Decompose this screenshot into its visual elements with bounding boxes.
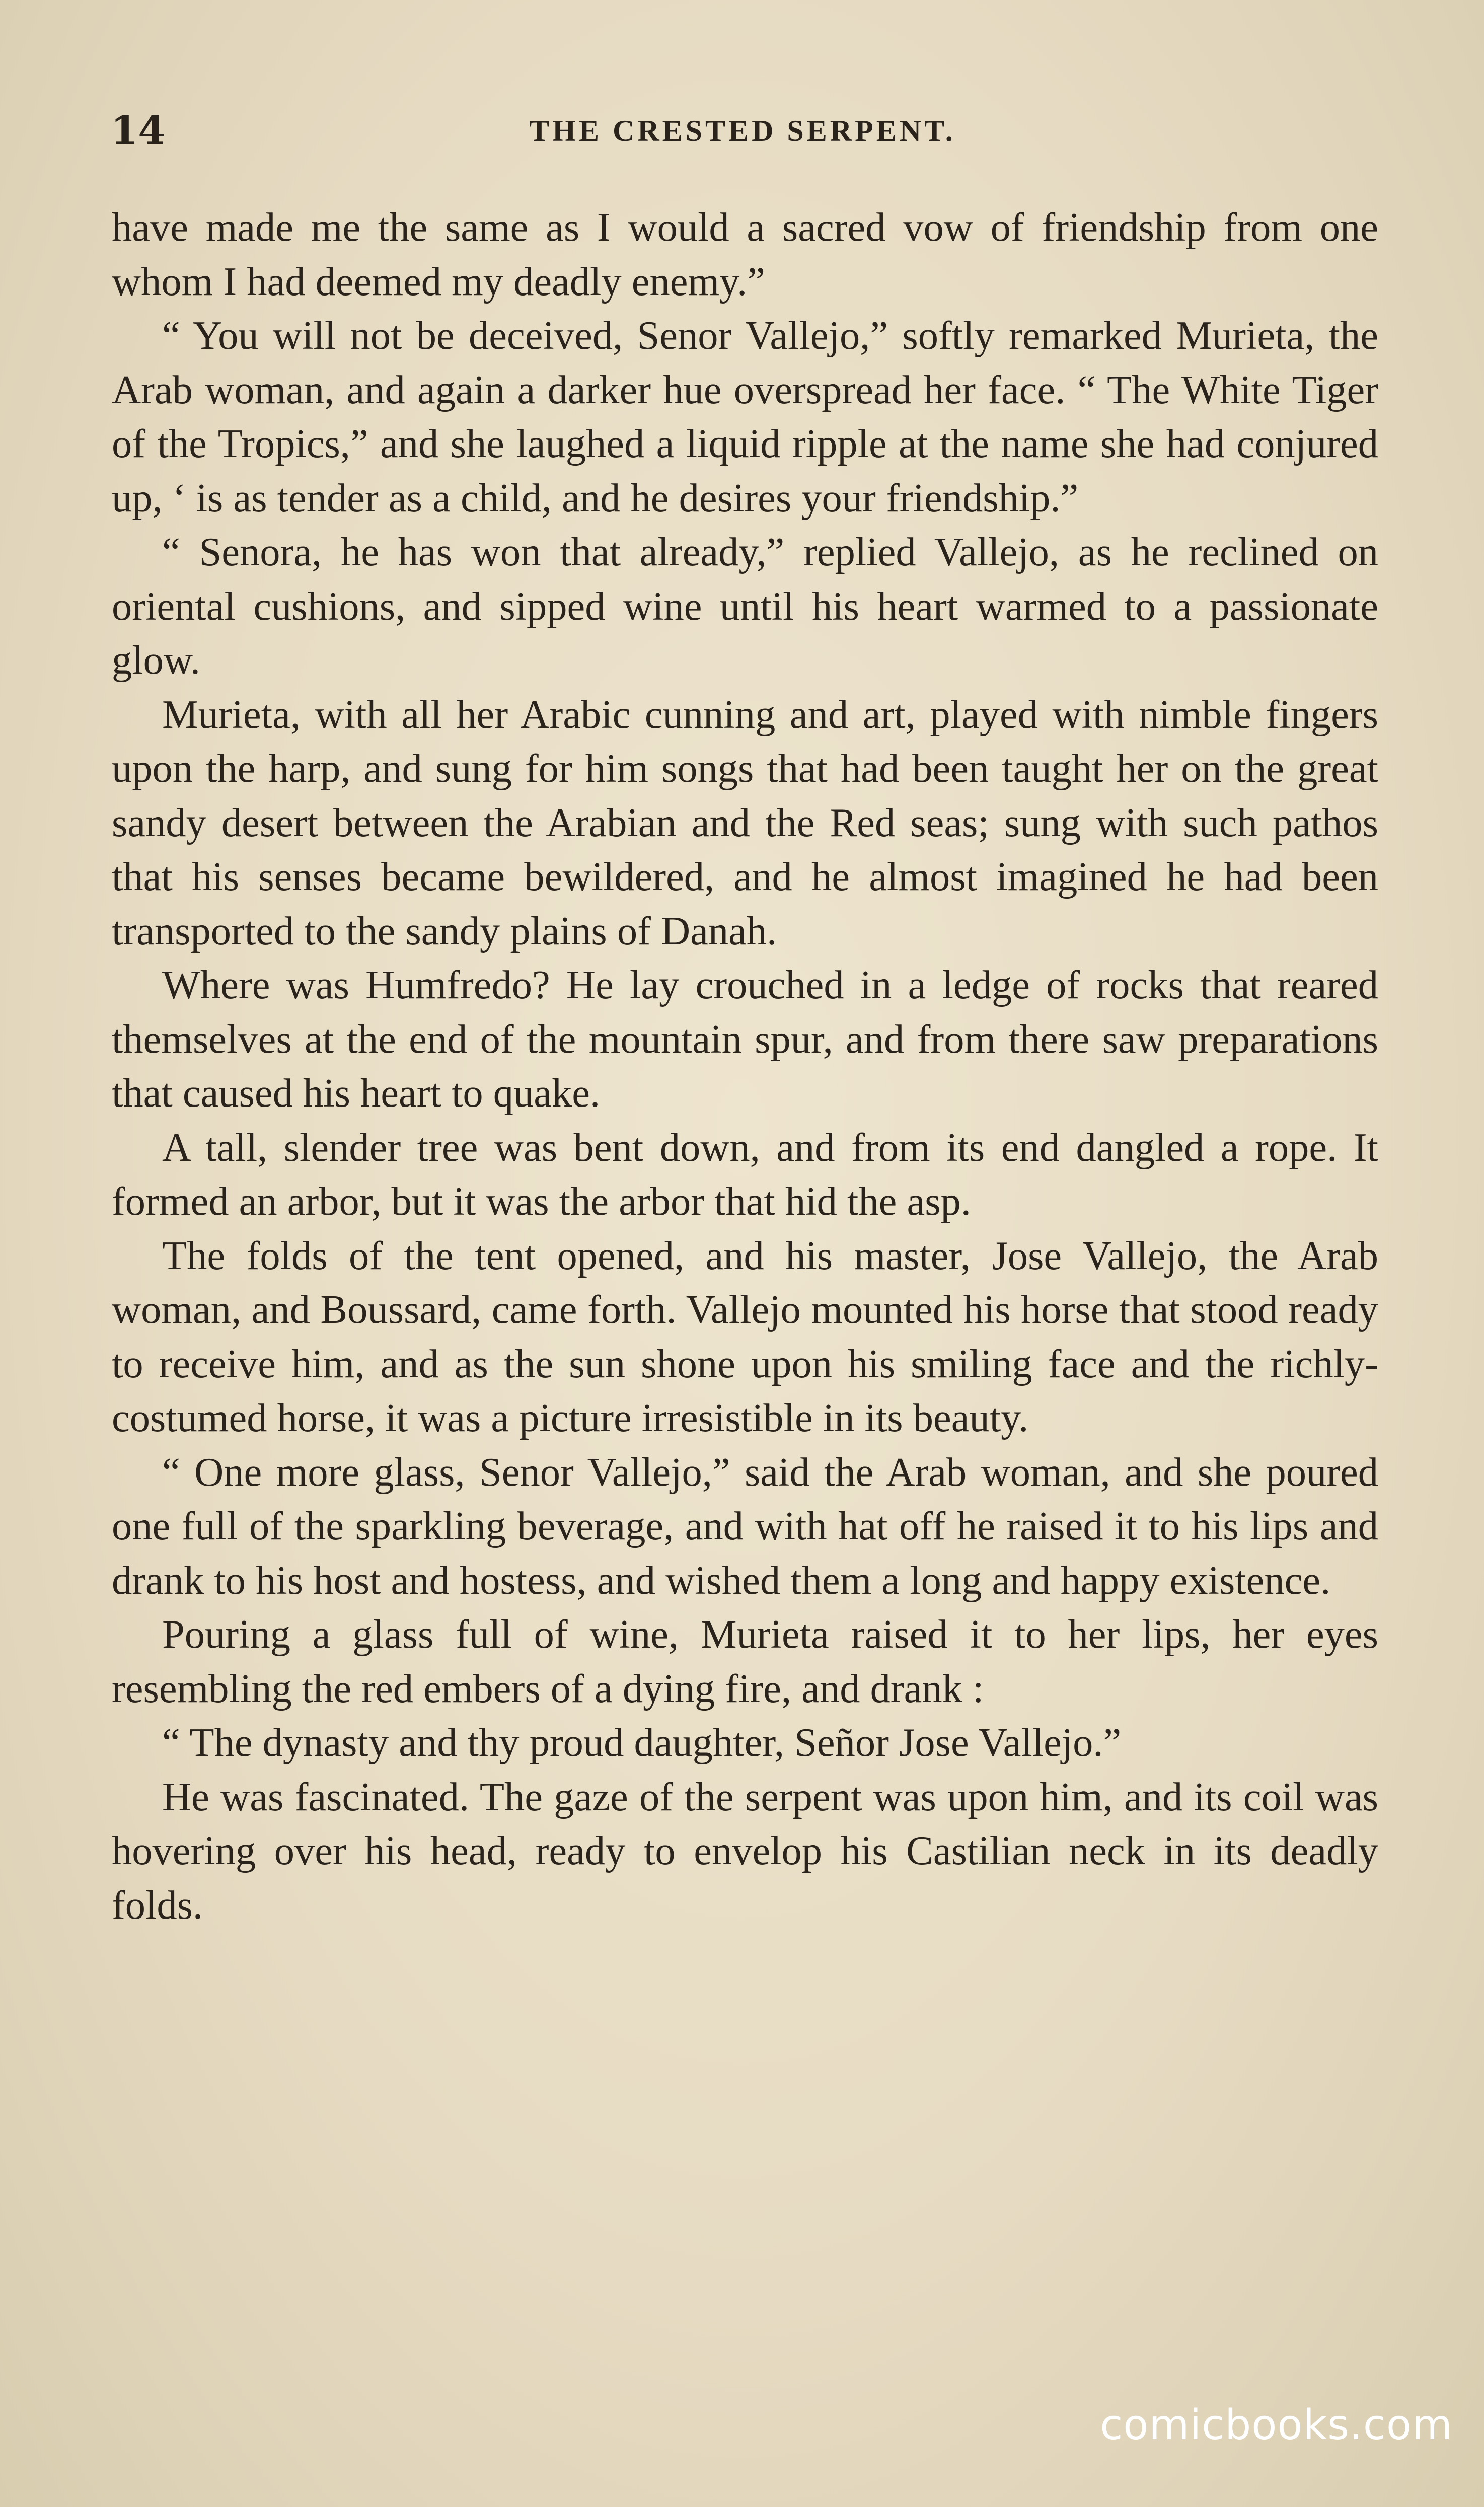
paragraph: Pouring a glass full of wine, Murieta raised it to her lips, her eyes resembling the red embers of a dying fire, and drank :: [112, 1612, 1378, 1711]
page-header: [111, 103, 1374, 159]
body-text: [112, 200, 1378, 1932]
running-title: THE CRESTED SERPENT.: [529, 114, 956, 148]
paragraph: “ You will not be deceived, Senor Vallejo,” softly remarked Murieta, the Arab woman, and again a darker hue overspread her face. “ The White Tiger of the Tropics,” and she laughed a liquid ripple at the name she had conjured up, ‘ is as tender as a child, and he desires your friendship.”: [112, 313, 1378, 521]
paragraph: Where was Humfredo? He lay crouched in a ledge of rocks that reared themselves at the end of the mountain spur, and from there saw preparations that caused his heart to quake.: [112, 963, 1378, 1116]
watermark: comicbooks.com: [1100, 2401, 1453, 2449]
paragraph: “ Senora, he has won that already,” replied Vallejo, as he reclined on oriental cushions, and sipped wine until his heart warmed to a passionate glow.: [112, 530, 1378, 683]
paragraph: “ The dynasty and thy proud daughter, Señor Jose Vallejo.”: [162, 1720, 1122, 1765]
paragraph: A tall, slender tree was bent down, and from its end dangled a rope. It formed an arbor, but it was the arbor that hid the asp.: [112, 1125, 1378, 1224]
paragraph: “ One more glass, Senor Vallejo,” said the Arab woman, and she poured one full of the sparkling beverage, and with hat off he raised it to his lips and drank to his host and hostess, and wished them a long and happy existence.: [112, 1449, 1378, 1603]
paragraph: Murieta, with all her Arabic cunning and art, played with nimble fingers upon the harp, and sung for him songs that had been taught her on the great sandy desert between the Arabian and the Red seas; sung with such pathos that his senses became bewildered, and he almost imagined he had been transported to the sandy plains of Danah.: [112, 692, 1378, 953]
paragraph: have made me the same as I would a sacred vow of friendship from one whom I had deemed my deadly enemy.”: [112, 205, 1378, 304]
page-number: 14: [111, 108, 166, 154]
paragraph: He was fascinated. The gaze of the serpent was upon him, and its coil was hovering over his head, ready to envelop his Castilian neck in its deadly folds.: [112, 1774, 1378, 1928]
paragraph: The folds of the tent opened, and his master, Jose Vallejo, the Arab woman, and Boussard, came forth. Vallejo mounted his horse that stood ready to receive him, and as the sun shone upon his smiling face and the richly-costumed horse, it was a picture irresistible in its beauty.: [112, 1233, 1378, 1440]
